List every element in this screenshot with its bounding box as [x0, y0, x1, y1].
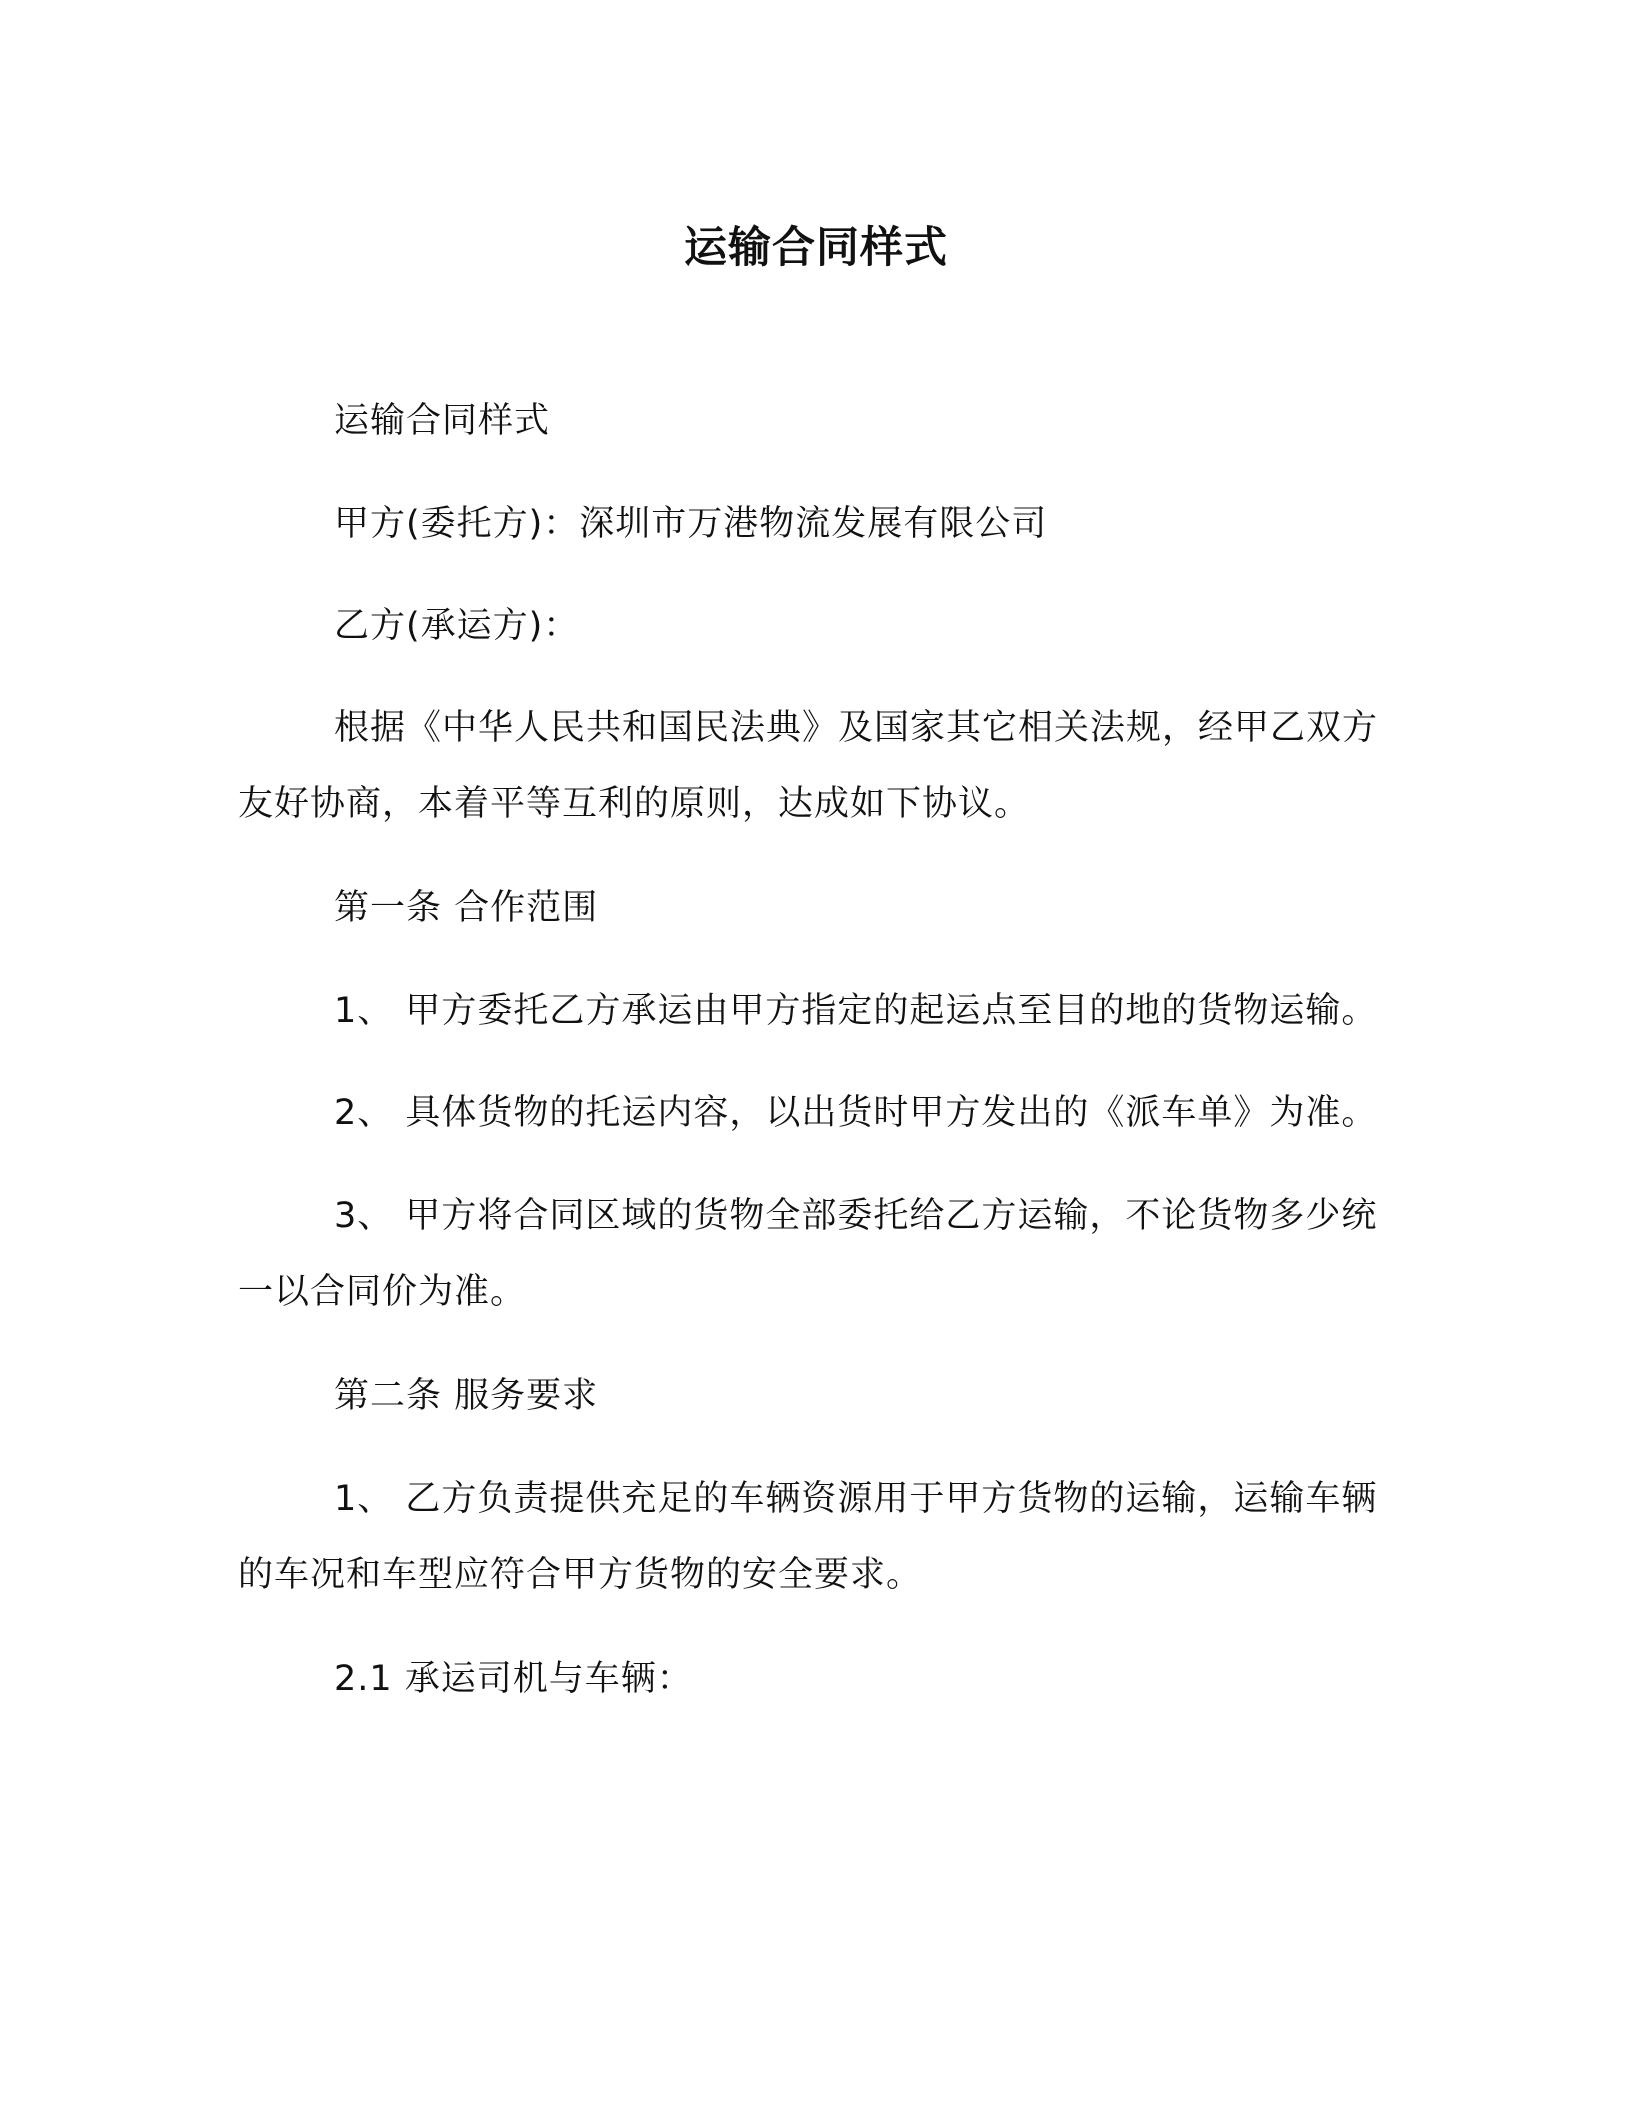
document-title: 运输合同样式: [684, 223, 948, 273]
section-heading-1: 第一条 合作范围: [334, 888, 599, 928]
paragraph-party-a: 甲方(委托方)：深圳市万港物流发展有限公司: [334, 504, 1048, 544]
clause-1-3: 3、 甲方将合同区域的货物全部委托给乙方运输，不论货物多少统一以合同价为准。: [238, 1196, 1378, 1312]
paragraph-party-b: 乙方(承运方)：: [334, 606, 580, 646]
clause-1-1: 1、 甲方委托乙方承运由甲方指定的起运点至目的地的货物运输。: [334, 991, 1378, 1031]
clause-1-2: 2、 具体货物的托运内容，以出货时甲方发出的《派车单》为准。: [334, 1093, 1378, 1133]
section-heading-2: 第二条 服务要求: [334, 1376, 599, 1416]
paragraph-preamble: 根据《中华人民共和国民法典》及国家其它相关法规，经甲乙双方友好协商，本着平等互利的原则，达成如下协议。: [238, 708, 1379, 824]
paragraph-subtitle: 运输合同样式: [334, 401, 551, 441]
clause-2-1: 1、 乙方负责提供充足的车辆资源用于甲方货物的运输，运输车辆的车况和车型应符合甲方货物的安全要求。: [238, 1479, 1378, 1595]
clause-2-1-1: 2.1 承运司机与车辆：: [334, 1659, 693, 1699]
